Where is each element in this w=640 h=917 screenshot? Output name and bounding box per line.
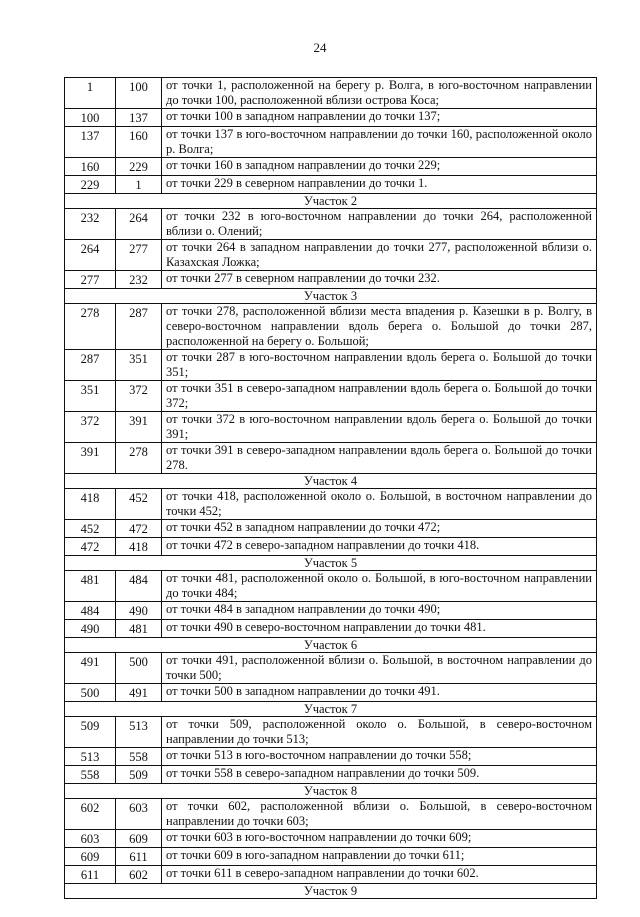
description-cell: от точки 452 в западном направлении до точки 472;	[162, 520, 597, 538]
from-point-cell: 264	[65, 240, 116, 271]
from-point-cell: 418	[65, 489, 116, 520]
from-point-cell: 100	[65, 109, 116, 127]
section-title: Участок 2	[65, 194, 597, 209]
to-point-cell: 277	[116, 240, 162, 271]
from-point-cell: 513	[65, 748, 116, 766]
table-row	[65, 209, 597, 240]
from-point-cell: 287	[65, 350, 116, 381]
to-point-cell: 490	[116, 602, 162, 620]
section-header-row	[65, 289, 597, 304]
section-title: Участок 7	[65, 702, 597, 717]
description-cell: от точки 611 в северо-западном направлении до точки 602.	[162, 866, 597, 884]
from-point-cell: 609	[65, 848, 116, 866]
table-row	[65, 748, 597, 766]
table-row	[65, 866, 597, 884]
to-point-cell: 602	[116, 866, 162, 884]
table-row	[65, 830, 597, 848]
table-row	[65, 304, 597, 350]
to-point-cell: 418	[116, 538, 162, 556]
from-point-cell: 558	[65, 766, 116, 784]
from-point-cell: 500	[65, 684, 116, 702]
from-point-cell: 603	[65, 830, 116, 848]
to-point-cell: 1	[116, 176, 162, 194]
description-cell: от точки 232 в юго-восточном направлении до точки 264, расположенной вблизи о. Олений;	[162, 209, 597, 240]
description-cell: от точки 609 в юго-западном направлении до точки 611;	[162, 848, 597, 866]
description-cell: от точки 278, расположенной вблизи места впадения р. Казешки в р. Волгу, в северо-восточном направлении вдоль берега о. Большой до точки 287, расположенной на берегу о. Большой;	[162, 304, 597, 350]
from-point-cell: 232	[65, 209, 116, 240]
section-title: Участок 8	[65, 784, 597, 799]
description-cell: от точки 558 в северо-западном направлении до точки 509.	[162, 766, 597, 784]
table-row	[65, 538, 597, 556]
table-row	[65, 158, 597, 176]
from-point-cell: 472	[65, 538, 116, 556]
from-point-cell: 1	[65, 78, 116, 109]
to-point-cell: 229	[116, 158, 162, 176]
table-row	[65, 271, 597, 289]
to-point-cell: 611	[116, 848, 162, 866]
section-header-row	[65, 702, 597, 717]
description-cell: от точки 509, расположенной около о. Большой, в северо-восточном направлении до точки 513;	[162, 717, 597, 748]
to-point-cell: 481	[116, 620, 162, 638]
to-point-cell: 232	[116, 271, 162, 289]
description-cell: от точки 484 в западном направлении до точки 490;	[162, 602, 597, 620]
description-cell: от точки 603 в юго-восточном направлении до точки 609;	[162, 830, 597, 848]
from-point-cell: 351	[65, 381, 116, 412]
table-row	[65, 620, 597, 638]
description-cell: от точки 160 в западном направлении до точки 229;	[162, 158, 597, 176]
from-point-cell: 602	[65, 799, 116, 830]
section-header-row	[65, 784, 597, 799]
to-point-cell: 391	[116, 412, 162, 443]
table-row	[65, 109, 597, 127]
table-row	[65, 489, 597, 520]
description-cell: от точки 137 в юго-восточном направлении до точки 160, расположенной около р. Волга;	[162, 127, 597, 158]
to-point-cell: 500	[116, 653, 162, 684]
from-point-cell: 229	[65, 176, 116, 194]
description-cell: от точки 100 в западном направлении до точки 137;	[162, 109, 597, 127]
table-row	[65, 520, 597, 538]
description-cell: от точки 287 в юго-восточном направлении вдоль берега о. Большой до точки 351;	[162, 350, 597, 381]
description-cell: от точки 491, расположенной вблизи о. Большой, в восточном направлении до точки 500;	[162, 653, 597, 684]
from-point-cell: 452	[65, 520, 116, 538]
from-point-cell: 372	[65, 412, 116, 443]
from-point-cell: 277	[65, 271, 116, 289]
from-point-cell: 509	[65, 717, 116, 748]
from-point-cell: 137	[65, 127, 116, 158]
to-point-cell: 491	[116, 684, 162, 702]
table-row	[65, 381, 597, 412]
section-header-row	[65, 556, 597, 571]
section-title: Участок 5	[65, 556, 597, 571]
to-point-cell: 100	[116, 78, 162, 109]
table-row	[65, 240, 597, 271]
to-point-cell: 558	[116, 748, 162, 766]
description-cell: от точки 1, расположенной на берегу р. Волга, в юго-восточном направлении до точки 100, расположенной вблизи острова Коса;	[162, 78, 597, 109]
to-point-cell: 472	[116, 520, 162, 538]
table-row	[65, 684, 597, 702]
description-cell: от точки 351 в северо-западном направлении вдоль берега о. Большой до точки 372;	[162, 381, 597, 412]
table-row	[65, 766, 597, 784]
table-row	[65, 602, 597, 620]
description-cell: от точки 372 в юго-восточном направлении вдоль берега о. Большой до точки 391;	[162, 412, 597, 443]
section-title: Участок 6	[65, 638, 597, 653]
section-header-row	[65, 638, 597, 653]
table-row	[65, 848, 597, 866]
to-point-cell: 160	[116, 127, 162, 158]
to-point-cell: 137	[116, 109, 162, 127]
description-cell: от точки 264 в западном направлении до точки 277, расположенной вблизи о. Казахская Ложка;	[162, 240, 597, 271]
description-cell: от точки 490 в северо-восточном направлении до точки 481.	[162, 620, 597, 638]
description-cell: от точки 391 в северо-западном направлении вдоль берега о. Большой до точки 278.	[162, 443, 597, 474]
from-point-cell: 490	[65, 620, 116, 638]
section-header-row	[65, 474, 597, 489]
to-point-cell: 484	[116, 571, 162, 602]
section-title: Участок 3	[65, 289, 597, 304]
section-title: Участок 9	[65, 884, 597, 899]
table-row	[65, 717, 597, 748]
boundary-table-body	[65, 78, 597, 899]
from-point-cell: 278	[65, 304, 116, 350]
to-point-cell: 287	[116, 304, 162, 350]
to-point-cell: 513	[116, 717, 162, 748]
to-point-cell: 278	[116, 443, 162, 474]
description-cell: от точки 277 в северном направлении до точки 232.	[162, 271, 597, 289]
description-cell: от точки 602, расположенной вблизи о. Большой, в северо-восточном направлении до точки 603;	[162, 799, 597, 830]
from-point-cell: 484	[65, 602, 116, 620]
section-title: Участок 4	[65, 474, 597, 489]
from-point-cell: 491	[65, 653, 116, 684]
to-point-cell: 509	[116, 766, 162, 784]
table-row	[65, 127, 597, 158]
table-row	[65, 350, 597, 381]
from-point-cell: 611	[65, 866, 116, 884]
page-number: 24	[313, 40, 327, 55]
table-row	[65, 412, 597, 443]
table-row	[65, 653, 597, 684]
from-point-cell: 481	[65, 571, 116, 602]
description-cell: от точки 418, расположенной около о. Большой, в восточном направлении до точки 452;	[162, 489, 597, 520]
from-point-cell: 160	[65, 158, 116, 176]
table-row	[65, 443, 597, 474]
table-row	[65, 799, 597, 830]
boundary-table	[64, 77, 597, 899]
description-cell: от точки 513 в юго-восточном направлении до точки 558;	[162, 748, 597, 766]
description-cell: от точки 472 в северо-западном направлении до точки 418.	[162, 538, 597, 556]
table-row	[65, 571, 597, 602]
to-point-cell: 609	[116, 830, 162, 848]
to-point-cell: 351	[116, 350, 162, 381]
from-point-cell: 391	[65, 443, 116, 474]
table-row	[65, 78, 597, 109]
section-header-row	[65, 194, 597, 209]
to-point-cell: 372	[116, 381, 162, 412]
description-cell: от точки 229 в северном направлении до точки 1.	[162, 176, 597, 194]
to-point-cell: 264	[116, 209, 162, 240]
to-point-cell: 452	[116, 489, 162, 520]
description-cell: от точки 500 в западном направлении до точки 491.	[162, 684, 597, 702]
to-point-cell: 603	[116, 799, 162, 830]
description-cell: от точки 481, расположенной около о. Большой, в юго-восточном направлении до точки 484;	[162, 571, 597, 602]
table-row	[65, 176, 597, 194]
section-header-row	[65, 884, 597, 899]
